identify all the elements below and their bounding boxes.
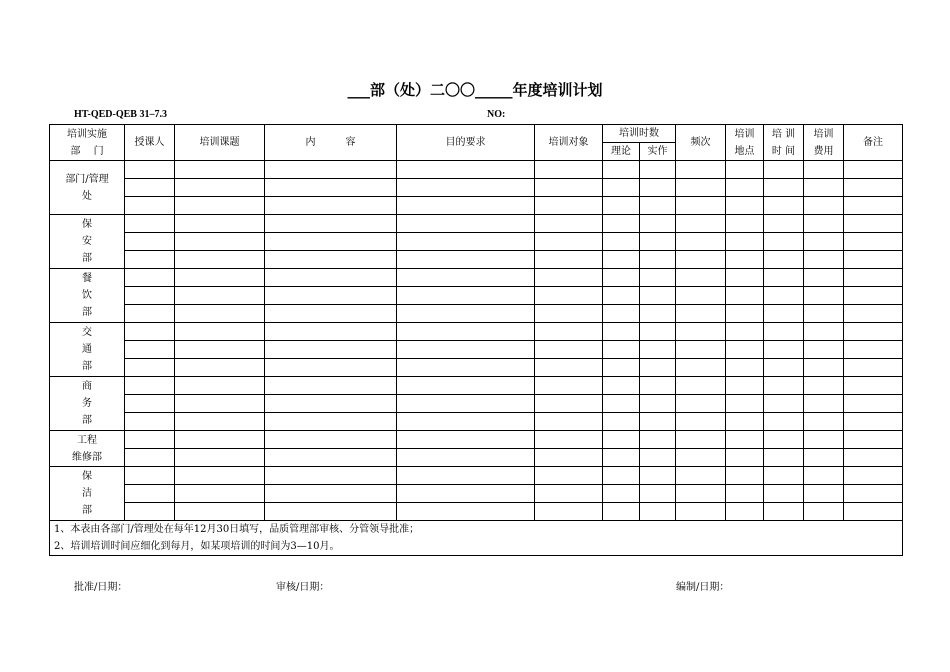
table-cell[interactable]: [535, 413, 603, 431]
table-cell[interactable]: [844, 413, 903, 431]
table-cell[interactable]: [844, 287, 903, 305]
table-cell[interactable]: [804, 179, 844, 197]
table-cell[interactable]: [397, 341, 535, 359]
table-cell[interactable]: [676, 395, 726, 413]
table-cell[interactable]: [265, 323, 397, 341]
table-cell[interactable]: [535, 377, 603, 395]
table-cell[interactable]: [397, 449, 535, 467]
table-cell[interactable]: [844, 359, 903, 377]
table-cell[interactable]: [175, 251, 265, 269]
table-cell[interactable]: [726, 197, 764, 215]
table-cell[interactable]: [535, 269, 603, 287]
table-cell[interactable]: [125, 467, 175, 485]
table-cell[interactable]: [175, 287, 265, 305]
table-cell[interactable]: [603, 413, 640, 431]
table-cell[interactable]: [603, 503, 640, 521]
table-cell[interactable]: [764, 413, 804, 431]
table-cell[interactable]: [764, 305, 804, 323]
table-cell[interactable]: [804, 341, 844, 359]
table-cell[interactable]: [804, 251, 844, 269]
table-cell[interactable]: [265, 503, 397, 521]
table-cell[interactable]: [640, 449, 676, 467]
header-theory: 理论: [603, 143, 640, 161]
table-cell[interactable]: [640, 377, 676, 395]
table-cell[interactable]: [397, 377, 535, 395]
table-cell[interactable]: [125, 449, 175, 467]
table-cell[interactable]: [603, 197, 640, 215]
table-cell[interactable]: [175, 215, 265, 233]
table-cell[interactable]: [125, 323, 175, 341]
review-date-label: 审核/日期：: [276, 582, 330, 593]
table-cell[interactable]: [603, 287, 640, 305]
table-cell[interactable]: [175, 503, 265, 521]
table-cell[interactable]: [175, 323, 265, 341]
table-cell[interactable]: [603, 269, 640, 287]
table-cell[interactable]: [726, 233, 764, 251]
table-cell[interactable]: [804, 395, 844, 413]
table-cell[interactable]: [804, 287, 844, 305]
table-row: [50, 485, 903, 503]
table-row: [50, 287, 903, 305]
table-cell[interactable]: [844, 503, 903, 521]
table-cell[interactable]: [175, 269, 265, 287]
table-cell[interactable]: [804, 215, 844, 233]
table-row: [50, 269, 903, 287]
header-content: 内 容: [265, 125, 397, 161]
table-cell[interactable]: [640, 485, 676, 503]
table-cell[interactable]: [640, 161, 676, 179]
table-cell[interactable]: [125, 251, 175, 269]
table-cell[interactable]: [603, 179, 640, 197]
table-cell[interactable]: [764, 251, 804, 269]
table-cell[interactable]: [764, 377, 804, 395]
table-cell[interactable]: [764, 341, 804, 359]
table-cell[interactable]: [603, 305, 640, 323]
table-cell[interactable]: [640, 251, 676, 269]
table-cell[interactable]: [603, 449, 640, 467]
table-cell[interactable]: [397, 395, 535, 413]
table-row: [50, 179, 903, 197]
table-cell[interactable]: [125, 395, 175, 413]
table-cell[interactable]: [175, 449, 265, 467]
table-cell[interactable]: [676, 377, 726, 395]
table-cell[interactable]: [265, 377, 397, 395]
table-cell[interactable]: [535, 485, 603, 503]
table-cell[interactable]: [125, 287, 175, 305]
table-cell[interactable]: [676, 431, 726, 449]
table-cell[interactable]: [676, 359, 726, 377]
table-row: [50, 359, 903, 377]
table-cell[interactable]: [397, 503, 535, 521]
table-cell[interactable]: [535, 323, 603, 341]
table-cell[interactable]: [125, 431, 175, 449]
table-cell[interactable]: [676, 197, 726, 215]
table-cell[interactable]: [397, 305, 535, 323]
table-cell[interactable]: [603, 215, 640, 233]
table-cell[interactable]: [535, 287, 603, 305]
table-cell[interactable]: [535, 161, 603, 179]
table-cell[interactable]: [125, 503, 175, 521]
table-cell[interactable]: [125, 215, 175, 233]
department-cell: 部门/管理 处: [50, 161, 125, 215]
table-cell[interactable]: [726, 323, 764, 341]
table-cell[interactable]: [640, 179, 676, 197]
table-cell[interactable]: [125, 305, 175, 323]
table-cell[interactable]: [175, 341, 265, 359]
table-cell[interactable]: [764, 359, 804, 377]
table-cell[interactable]: [676, 161, 726, 179]
table-cell[interactable]: [265, 449, 397, 467]
table-cell[interactable]: [603, 485, 640, 503]
table-cell[interactable]: [764, 323, 804, 341]
header-goal: 目的要求: [397, 125, 535, 161]
table-cell[interactable]: [726, 305, 764, 323]
header-time: 培 训 时 间: [764, 125, 804, 161]
table-cell[interactable]: [397, 215, 535, 233]
table-cell[interactable]: [535, 215, 603, 233]
table-cell[interactable]: [265, 269, 397, 287]
table-cell[interactable]: [125, 359, 175, 377]
table-cell[interactable]: [535, 467, 603, 485]
prepare-date-label: 编制/日期：: [676, 582, 730, 593]
header-location: 培训 地点: [726, 125, 764, 161]
header-dept: 培训实施 部 门: [50, 125, 125, 161]
table-cell[interactable]: [175, 431, 265, 449]
note-row: [50, 538, 903, 556]
table-cell[interactable]: [603, 233, 640, 251]
table-cell[interactable]: [640, 467, 676, 485]
table-cell[interactable]: [726, 503, 764, 521]
table-cell[interactable]: [175, 413, 265, 431]
table-cell[interactable]: [640, 197, 676, 215]
table-cell[interactable]: [726, 377, 764, 395]
table-cell[interactable]: [125, 377, 175, 395]
table-cell[interactable]: [804, 485, 844, 503]
table-cell[interactable]: [804, 323, 844, 341]
table-cell[interactable]: [640, 413, 676, 431]
table-cell[interactable]: [397, 179, 535, 197]
table-cell[interactable]: [397, 431, 535, 449]
table-cell[interactable]: [125, 197, 175, 215]
table-cell[interactable]: [125, 269, 175, 287]
table-cell[interactable]: [726, 449, 764, 467]
table-cell[interactable]: [640, 323, 676, 341]
table-cell[interactable]: [726, 269, 764, 287]
table-cell[interactable]: [804, 413, 844, 431]
header-remark: 备注: [844, 125, 903, 161]
table-cell[interactable]: [535, 305, 603, 323]
table-row: [50, 413, 903, 431]
table-cell[interactable]: [726, 287, 764, 305]
table-cell[interactable]: [640, 287, 676, 305]
table-cell[interactable]: [535, 395, 603, 413]
table-row: [50, 215, 903, 233]
table-cell[interactable]: [175, 305, 265, 323]
document-code: HT-QED-QEB 31–7.3: [74, 109, 167, 120]
table-cell[interactable]: [676, 449, 726, 467]
table-row: [50, 467, 903, 485]
note-text: 2、培训培训时间应细化到每月，如某项培训的时间为3—10月。: [50, 538, 903, 556]
training-plan-table: [49, 124, 903, 556]
table-cell[interactable]: [175, 197, 265, 215]
table-cell[interactable]: [764, 503, 804, 521]
table-cell[interactable]: [535, 503, 603, 521]
table-cell[interactable]: [676, 413, 726, 431]
table-cell[interactable]: [397, 413, 535, 431]
table-cell[interactable]: [804, 197, 844, 215]
table-cell[interactable]: [764, 197, 804, 215]
table-cell[interactable]: [676, 323, 726, 341]
table-cell[interactable]: [397, 161, 535, 179]
department-cell: 商 务 部: [50, 377, 125, 431]
table-cell[interactable]: [535, 251, 603, 269]
header-frequency: 频次: [676, 125, 726, 161]
table-cell[interactable]: [125, 161, 175, 179]
table-row: [50, 197, 903, 215]
header-cost: 培训 费用: [804, 125, 844, 161]
table-cell[interactable]: [764, 233, 804, 251]
table-cell[interactable]: [804, 431, 844, 449]
table-cell[interactable]: [265, 287, 397, 305]
table-cell[interactable]: [764, 449, 804, 467]
table-cell[interactable]: [265, 341, 397, 359]
table-cell[interactable]: [535, 359, 603, 377]
table-cell[interactable]: [804, 161, 844, 179]
table-row: [50, 431, 903, 449]
table-cell[interactable]: [844, 467, 903, 485]
table-cell[interactable]: [535, 179, 603, 197]
table-row: [50, 233, 903, 251]
table-cell[interactable]: [265, 251, 397, 269]
table-cell[interactable]: [844, 305, 903, 323]
table-cell[interactable]: [535, 233, 603, 251]
table-cell[interactable]: [535, 449, 603, 467]
table-cell[interactable]: [535, 431, 603, 449]
table-cell[interactable]: [265, 467, 397, 485]
table-cell[interactable]: [676, 179, 726, 197]
table-row: [50, 377, 903, 395]
table-cell[interactable]: [804, 233, 844, 251]
table-cell[interactable]: [265, 215, 397, 233]
table-row: [50, 449, 903, 467]
table-cell[interactable]: [535, 341, 603, 359]
table-row: [50, 395, 903, 413]
table-cell[interactable]: [764, 395, 804, 413]
table-cell[interactable]: [844, 197, 903, 215]
table-cell[interactable]: [844, 161, 903, 179]
table-cell[interactable]: [603, 431, 640, 449]
number-label: NO:: [487, 109, 506, 120]
table-cell[interactable]: [804, 359, 844, 377]
table-row: [50, 323, 903, 341]
table-cell[interactable]: [175, 233, 265, 251]
table-row: [50, 251, 903, 269]
table-cell[interactable]: [804, 305, 844, 323]
table-cell[interactable]: [175, 377, 265, 395]
table-cell[interactable]: [726, 467, 764, 485]
table-cell[interactable]: [603, 161, 640, 179]
table-cell[interactable]: [764, 215, 804, 233]
table-cell[interactable]: [175, 161, 265, 179]
table-cell[interactable]: [397, 197, 535, 215]
table-cell[interactable]: [844, 485, 903, 503]
table-cell[interactable]: [844, 179, 903, 197]
table-cell[interactable]: [804, 503, 844, 521]
table-cell[interactable]: [676, 467, 726, 485]
table-cell[interactable]: [844, 215, 903, 233]
table-row: [50, 503, 903, 521]
table-cell[interactable]: [265, 233, 397, 251]
approve-date-label: 批准/日期：: [74, 582, 128, 593]
table-cell[interactable]: [726, 485, 764, 503]
table-row: [50, 161, 903, 179]
table-cell[interactable]: [603, 377, 640, 395]
table-cell[interactable]: [640, 431, 676, 449]
table-cell[interactable]: [640, 359, 676, 377]
table-cell[interactable]: [764, 467, 804, 485]
table-cell[interactable]: [676, 287, 726, 305]
table-cell[interactable]: [640, 503, 676, 521]
table-cell[interactable]: [640, 341, 676, 359]
table-cell[interactable]: [764, 287, 804, 305]
table-cell[interactable]: [726, 395, 764, 413]
table-cell[interactable]: [726, 215, 764, 233]
table-cell[interactable]: [764, 269, 804, 287]
table-cell[interactable]: [726, 431, 764, 449]
header-instructor: 授课人: [125, 125, 175, 161]
table-cell[interactable]: [175, 179, 265, 197]
table-row: [50, 305, 903, 323]
table-cell[interactable]: [804, 467, 844, 485]
table-cell[interactable]: [676, 269, 726, 287]
department-cell: 工程 维修部: [50, 431, 125, 467]
table-cell[interactable]: [265, 305, 397, 323]
table-cell[interactable]: [640, 395, 676, 413]
table-cell[interactable]: [603, 467, 640, 485]
table-cell[interactable]: [640, 269, 676, 287]
table-cell[interactable]: [726, 359, 764, 377]
table-cell[interactable]: [265, 359, 397, 377]
page-title: ___部（处）二〇〇_____年度培训计划: [347, 81, 603, 99]
table-cell[interactable]: [175, 395, 265, 413]
table-row: [50, 341, 903, 359]
table-cell[interactable]: [265, 161, 397, 179]
table-cell[interactable]: [603, 359, 640, 377]
table-cell[interactable]: [804, 377, 844, 395]
department-cell: 保 安 部: [50, 215, 125, 269]
header-hours: 培训时数: [603, 125, 676, 143]
header-topic: 培训课题: [175, 125, 265, 161]
table-cell[interactable]: [726, 161, 764, 179]
table-cell[interactable]: [764, 179, 804, 197]
table-cell[interactable]: [397, 467, 535, 485]
table-cell[interactable]: [175, 359, 265, 377]
table-cell[interactable]: [397, 269, 535, 287]
table-cell[interactable]: [397, 233, 535, 251]
table-cell[interactable]: [726, 251, 764, 269]
table-cell[interactable]: [535, 197, 603, 215]
table-cell[interactable]: [640, 305, 676, 323]
table-cell[interactable]: [676, 503, 726, 521]
table-cell[interactable]: [125, 485, 175, 503]
department-cell: 交 通 部: [50, 323, 125, 377]
table-cell[interactable]: [676, 251, 726, 269]
table-cell[interactable]: [397, 359, 535, 377]
table-cell[interactable]: [265, 413, 397, 431]
table-cell[interactable]: [125, 233, 175, 251]
table-cell[interactable]: [676, 485, 726, 503]
table-cell[interactable]: [804, 449, 844, 467]
table-cell[interactable]: [844, 395, 903, 413]
table-cell[interactable]: [603, 341, 640, 359]
table-cell[interactable]: [844, 251, 903, 269]
table-cell[interactable]: [397, 323, 535, 341]
note-text: 1、本表由各部门/管理处在每年12月30日填写，品质管理部审核、分管领导批准；: [50, 521, 903, 539]
table-cell[interactable]: [397, 287, 535, 305]
table-cell[interactable]: [764, 161, 804, 179]
table-cell[interactable]: [726, 179, 764, 197]
table-cell[interactable]: [265, 485, 397, 503]
table-cell[interactable]: [726, 413, 764, 431]
table-cell[interactable]: [844, 449, 903, 467]
table-cell[interactable]: [804, 269, 844, 287]
table-cell[interactable]: [676, 215, 726, 233]
header-practice: 实作: [640, 143, 676, 161]
table-cell[interactable]: [265, 395, 397, 413]
table-cell[interactable]: [844, 377, 903, 395]
header-target: 培训对象: [535, 125, 603, 161]
table-cell[interactable]: [125, 413, 175, 431]
table-cell[interactable]: [397, 251, 535, 269]
table-cell[interactable]: [844, 431, 903, 449]
note-row: [50, 521, 903, 539]
table-cell[interactable]: [676, 233, 726, 251]
table-cell[interactable]: [265, 197, 397, 215]
department-cell: 餐 饮 部: [50, 269, 125, 323]
table-cell[interactable]: [764, 431, 804, 449]
table-cell[interactable]: [125, 179, 175, 197]
table-cell[interactable]: [265, 179, 397, 197]
table-cell[interactable]: [265, 431, 397, 449]
table-cell[interactable]: [603, 251, 640, 269]
table-cell[interactable]: [844, 233, 903, 251]
table-cell[interactable]: [764, 485, 804, 503]
table-cell[interactable]: [640, 233, 676, 251]
table-cell[interactable]: [397, 485, 535, 503]
table-cell[interactable]: [726, 341, 764, 359]
table-cell[interactable]: [676, 305, 726, 323]
table-cell[interactable]: [603, 395, 640, 413]
department-cell: 保 洁 部: [50, 467, 125, 521]
table-cell[interactable]: [603, 323, 640, 341]
table-cell[interactable]: [844, 341, 903, 359]
table-cell[interactable]: [844, 269, 903, 287]
table-cell[interactable]: [125, 341, 175, 359]
table-cell[interactable]: [844, 323, 903, 341]
table-cell[interactable]: [640, 215, 676, 233]
table-cell[interactable]: [175, 485, 265, 503]
table-cell[interactable]: [175, 467, 265, 485]
table-cell[interactable]: [676, 341, 726, 359]
